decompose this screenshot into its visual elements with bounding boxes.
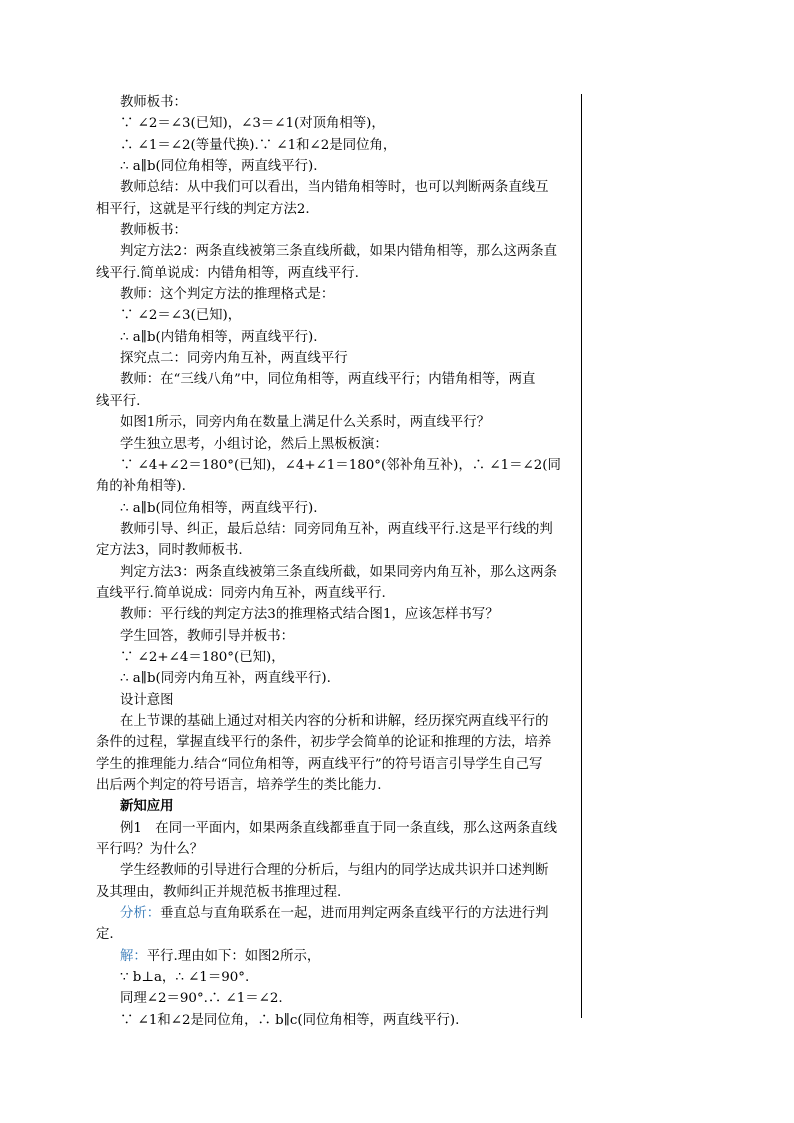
line-text: ∵ ∠1和∠2是同位角，∴ b∥c(同位角相等，两直线平行). <box>120 1012 460 1028</box>
line-text: ∴ a∥b(内错角相等，两直线平行). <box>120 329 318 345</box>
line-text: ∴ a∥b(同旁内角互补，两直线平行). <box>120 671 331 687</box>
text-line <box>96 775 578 796</box>
text-line <box>96 562 578 583</box>
text-line <box>96 241 578 262</box>
line-text: 教师总结：从中我们可以看出，当内错角相等时，也可以判断两条直线互 <box>120 180 549 196</box>
line-text: 判定方法3：两条直线被第三条直线所截，如果同旁内角互补，那么这两条 <box>120 564 558 580</box>
text-line <box>96 882 578 903</box>
line-text: 学生回答，教师引导并板书： <box>120 628 295 644</box>
text-line <box>96 732 578 753</box>
line-text: 判定方法2：两条直线被第三条直线所截，如果内错角相等，那么这两条直 <box>120 244 558 260</box>
line-text: 定方法3，同时教师板书. <box>96 543 243 559</box>
line-text: ∴ a∥b(同位角相等，两直线平行). <box>120 500 318 516</box>
text-line <box>96 690 578 711</box>
table-right-border <box>581 94 582 1018</box>
text-line <box>96 924 578 945</box>
text-line <box>96 668 578 689</box>
text-line <box>96 967 578 988</box>
text-line <box>96 839 578 860</box>
text-line <box>96 583 578 604</box>
line-text: 线平行.简单说成：内错角相等，两直线平行. <box>96 265 359 281</box>
text-line <box>96 476 578 497</box>
line-text: ∵ b⊥a，∴ ∠1＝90°. <box>120 970 250 986</box>
line-text: ∴ a∥b(同位角相等，两直线平行). <box>120 159 318 175</box>
line-text: 学生的推理能力.结合“同位角相等，两直线平行”的符号语言引导学生自己写 <box>96 756 543 772</box>
text-line <box>96 92 578 113</box>
text-line <box>96 412 578 433</box>
text-line <box>96 135 578 156</box>
text-line <box>96 113 578 134</box>
line-text: 探究点二：同旁内角互补，两直线平行 <box>120 351 348 367</box>
line-text: 相平行，这就是平行线的判定方法2. <box>96 201 310 217</box>
text-line <box>96 369 578 390</box>
line-text: 例1 在同一平面内，如果两条直线都垂直于同一条直线，那么这两条直线 <box>120 820 558 836</box>
line-text: 垂直总与直角联系在一起，进而用判定两条直线平行的方法进行判 <box>160 906 549 922</box>
line-text: ∵ ∠4+∠2＝180°(已知)，∠4+∠1＝180°(邻补角互补)，∴ ∠1＝∠2(同 <box>120 457 561 473</box>
line-text: 直线平行.简单说成：同旁内角互补，两直线平行. <box>96 585 386 601</box>
line-text: ∵ ∠2＝∠3(已知)， <box>120 308 242 324</box>
text-line <box>96 1010 578 1031</box>
line-text: 教师板书： <box>120 223 187 239</box>
text-line <box>96 284 578 305</box>
line-text: 教师：在“三线八角”中，同位角相等，两直线平行；内错角相等，两直 <box>120 372 536 388</box>
line-text: 条件的过程，掌握直线平行的条件，初步学会简单的论证和推理的方法，培养 <box>96 735 552 751</box>
text-line <box>96 946 578 967</box>
line-text: 新知应用 <box>120 798 174 815</box>
text-line <box>96 604 578 625</box>
line-text: 在上节课的基础上通过对相关内容的分析和讲解，经历探究两直线平行的 <box>120 713 549 729</box>
line-text: 学生经教师的引导进行合理的分析后，与组内的同学达成共识并口述判断 <box>120 863 549 879</box>
text-line <box>96 455 578 476</box>
line-text: 教师板书： <box>120 95 187 110</box>
line-text: ∵ ∠2+∠4＝180°(已知)， <box>120 649 285 665</box>
line-text: 定. <box>96 927 114 943</box>
text-line <box>96 498 578 519</box>
text-line <box>96 220 578 241</box>
text-line <box>96 156 578 177</box>
line-text: 平行.理由如下：如图2所示， <box>146 948 321 964</box>
line-text: 角的补角相等). <box>96 479 186 495</box>
text-line <box>96 626 578 647</box>
text-line <box>96 263 578 284</box>
text-line <box>96 754 578 775</box>
line-text: 设计意图 <box>120 692 174 708</box>
text-line <box>96 199 578 220</box>
line-text: 学生独立思考，小组讨论，然后上黑板板演： <box>120 436 388 452</box>
text-line <box>96 434 578 455</box>
text-line <box>96 519 578 540</box>
section-heading <box>96 796 578 817</box>
text-line <box>96 327 578 348</box>
text-line <box>96 988 578 1009</box>
blue-label: 解： <box>120 948 147 964</box>
line-text: 如图1所示，同旁内角在数量上满足什么关系时，两直线平行？ <box>120 415 491 431</box>
line-text: 教师：这个判定方法的推理格式是： <box>120 287 335 303</box>
text-line <box>96 540 578 561</box>
line-text: 同理∠2＝90°.∴ ∠1＝∠2. <box>120 991 283 1007</box>
line-text: 教师：平行线的判定方法3的推理格式结合图1，应该怎样书写？ <box>120 607 499 623</box>
text-line <box>96 348 578 369</box>
line-text: ∴ ∠1＝∠2(等量代换).∵ ∠1和∠2是同位角， <box>120 137 397 153</box>
text-line <box>96 647 578 668</box>
line-text: 及其理由，教师纠正并规范板书推理过程. <box>96 884 342 900</box>
line-text: 线平行. <box>96 393 141 409</box>
text-line <box>96 903 578 924</box>
line-text: 平行吗？为什么？ <box>96 842 204 858</box>
blue-label: 分析： <box>120 906 161 922</box>
line-text: 出后两个判定的符号语言，培养学生的类比能力. <box>96 778 382 793</box>
text-line <box>96 391 578 412</box>
text-line <box>96 305 578 326</box>
text-line <box>96 177 578 198</box>
line-text: 教师引导、纠正，最后总结：同旁同角互补，两直线平行.这是平行线的判 <box>120 521 553 537</box>
line-text: ∵ ∠2＝∠3(已知)，∠3＝∠1(对顶角相等)， <box>120 116 385 132</box>
text-line <box>96 818 578 839</box>
text-line <box>96 860 578 881</box>
lesson-content <box>96 92 578 1031</box>
text-line <box>96 711 578 732</box>
